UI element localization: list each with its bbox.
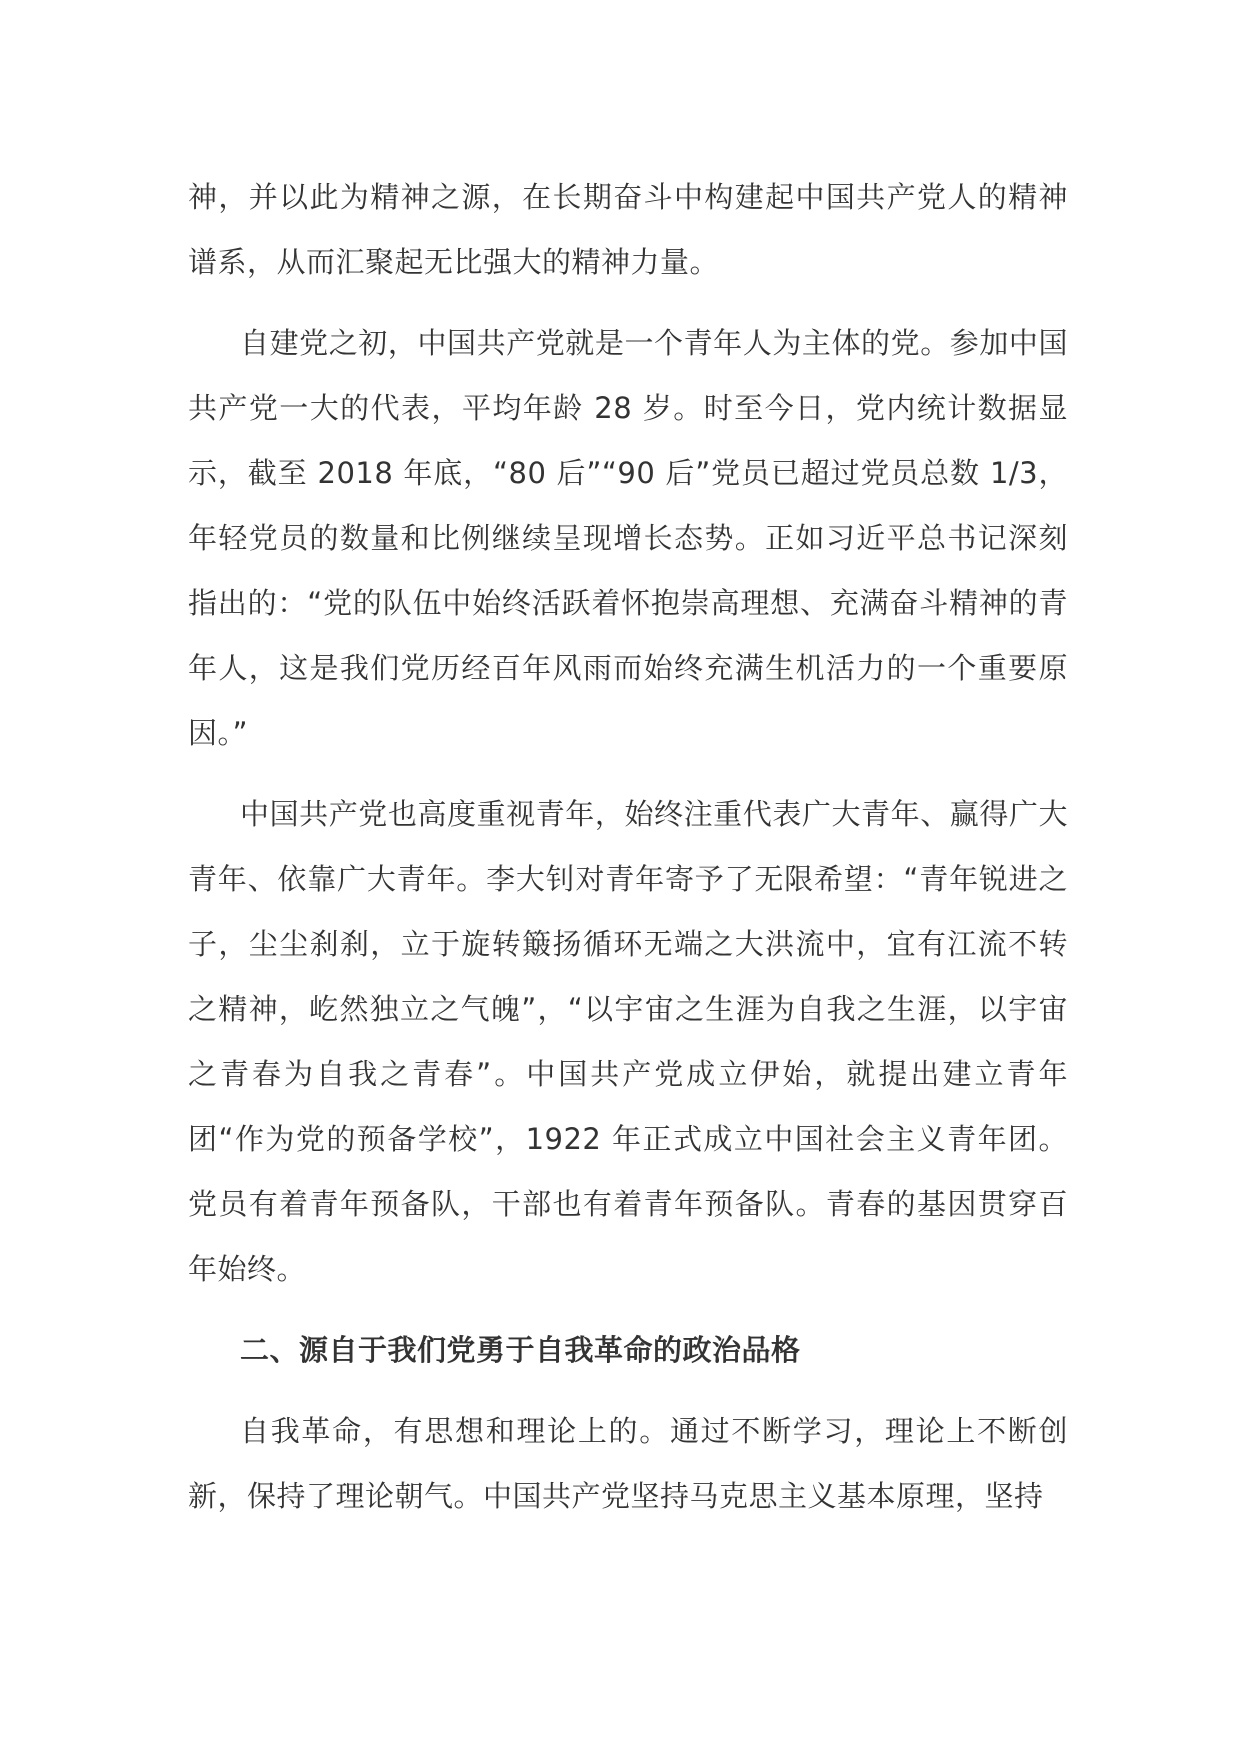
section-heading: 二、源自于我们党勇于自我革命的政治品格: [240, 1333, 801, 1367]
paragraph-party-values-youth: 中国共产党也高度重视青年，始终注重代表广大青年、赢得广大青年、依靠广大青年。李大钊对青年寄予了无限希望：“青年锐进之子，尘尘刹刹，立于旋转簸扬循环无端之大洪流中，宜有江流不转之精神，屹然独立之气魄”，“以宇宙之生涯为自我之生涯，以宇宙之青春为自我之青春”。中国共产党成立伊始，就提出建立青年团“作为党的预备学校”，1922 年正式成立中国社会主义青年团。党员有着青年预备队，干部也有着青年预备队。青春的基因贯穿百年始终。: [188, 797, 1068, 1286]
paragraph-continuation: 神，并以此为精神之源，在长期奋斗中构建起中国共产党人的精神谱系，从而汇聚起无比强大的精神力量。: [188, 180, 1068, 279]
paragraph-self-revolution: 自我革命，有思想和理论上的。通过不断学习，理论上不断创新，保持了理论朝气。中国共产党坚持马克思主义基本原理，坚持: [188, 1414, 1068, 1513]
paragraph-party-youth-composition: 自建党之初，中国共产党就是一个青年人为主体的党。参加中国共产党一大的代表，平均年龄 28 岁。时至今日，党内统计数据显示，截至 2018 年底，“80 后”“90 后”党员已超过党员总数 1/3，年轻党员的数量和比例继续呈现增长态势。正如习近平总书记深刻指出的：“党的队伍中始终活跃着怀抱崇高理想、充满奋斗精神的青年人，这是我们党历经百年风雨而始终充满生机活力的一个重要原因。”: [188, 326, 1068, 750]
document-body: [188, 165, 1068, 1545]
